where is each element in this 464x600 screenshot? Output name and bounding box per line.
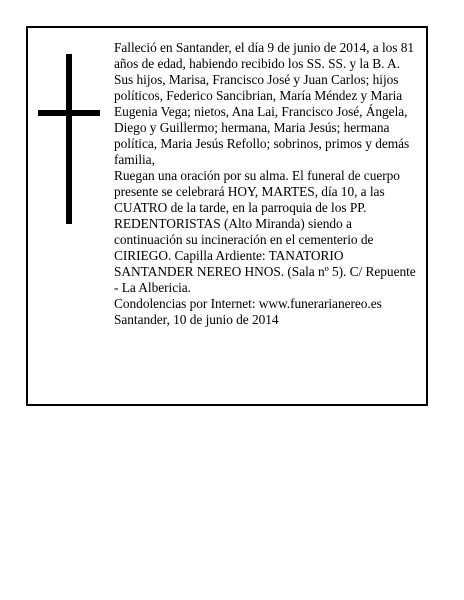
family-list: Sus hijos, Marisa, Francisco José y Juan Carlos; hijos políticos, Federico Sancibrian, María Méndez y Maria Eugenia Vega; nietos, Ana Lai, Francisco José, Ángela, Diego y Guillermo; hermana, Maria Jesús; hermana política, Maria Jesús Refollo; sobrinos, primos y demás familia, xyxy=(114,72,410,167)
notice-text xyxy=(114,40,420,328)
cross-horizontal-bar xyxy=(38,110,100,116)
funeral-details: Ruegan una oración por su alma. El funeral de cuerpo presente se celebrará HOY, MARTES, día 10, a las CUATRO de la tarde, en la parroquia de los PP. REDENTORISTAS (Alto Miranda) siendo a continuación su incineración en el cementerio de CIRIEGO. Capilla Ardiente: TANATORIO SANTANDER NEREO HNOS. (Sala nº 5). C/ Repuente - La Albericia. xyxy=(114,168,416,295)
obituary-notice xyxy=(26,26,428,406)
cross-icon xyxy=(38,54,98,224)
condolences-website: Condolencias por Internet: www.funerarianereo.es xyxy=(114,296,382,311)
death-announcement: Falleció en Santander, el día 9 de junio de 2014, a los 81 años de edad, habiendo recibido los SS. SS. y la B. A. xyxy=(114,40,415,71)
place-and-date: Santander, 10 de junio de 2014 xyxy=(114,312,279,327)
cross-vertical-bar xyxy=(66,54,72,224)
